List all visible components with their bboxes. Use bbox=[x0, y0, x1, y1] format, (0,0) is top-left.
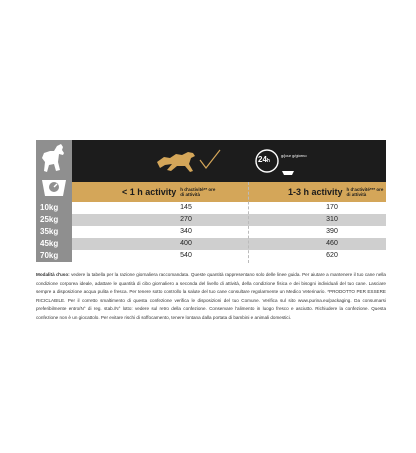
weight-label: 70kg bbox=[36, 250, 72, 262]
activity-high: 1-3 h activity h d'activité*** ore di attività bbox=[288, 187, 384, 197]
per-day-label: g/jour g/giorno bbox=[281, 153, 307, 158]
weight-label: 35kg bbox=[36, 226, 72, 238]
activity-low: < 1 h activity h d'activité** ore di attività bbox=[122, 187, 216, 197]
dog-on-scale-icon bbox=[36, 140, 72, 202]
table-row: 540 620 bbox=[72, 250, 386, 262]
table-row: 270 310 bbox=[72, 214, 386, 226]
weight-label: 25kg bbox=[36, 214, 72, 226]
usage-notes-heading: Modalità d'uso: bbox=[36, 272, 70, 277]
check-icon bbox=[200, 150, 220, 168]
weight-label: 45kg bbox=[36, 238, 72, 250]
running-dog-icon bbox=[157, 152, 195, 172]
table-row: 340 390 bbox=[72, 226, 386, 238]
bowl-icon bbox=[282, 171, 294, 175]
column-divider bbox=[248, 182, 249, 263]
table-row: 400 460 bbox=[72, 238, 386, 250]
table-row: 145 170 bbox=[72, 202, 386, 214]
feeding-table bbox=[36, 140, 386, 263]
clock-label: 24h bbox=[258, 155, 270, 164]
usage-notes bbox=[36, 271, 386, 323]
weight-label: 10kg bbox=[36, 202, 72, 214]
header-graphics bbox=[72, 140, 386, 182]
table-header bbox=[72, 140, 386, 182]
usage-notes-text: vedere la tabella per la razione giornaliera raccomandata. Queste quantità rappresentano solo delle linee guida. Per aiutare a mantenere il tuo cane nella condizione corporea ideale, adattare le quantità di cibo giornaliero a seconda del livello di attività, della condizione fisica e dei bisogni individuali del tuo cane. Lasciare sempre a disposizione acqua pulita e fresca. Per tenere sotto controllo la salute del tuo cane consultare regolarmente un Medico Veterinario. *PRODOTTO PER ESSERE RICICLABILE. Per il corretto smaltimento di questa confezione verifica le disposizioni del tuo Comune. Verifica sul sito www.purina.eu/packaging. Da consumarsi preferibilmente entro/N° di reg. stab./N° lotto: vedere sul retro della confezione. Conservare l'alimento in luogo fresco e asciutto. Richiudere la confezione. Questa confezione non è un giocattolo. Per evitare rischi di soffocamento, tenere lontana dalla portata di bambini e animali domestici. bbox=[36, 272, 386, 320]
dog-weight-sidebar bbox=[36, 140, 72, 202]
